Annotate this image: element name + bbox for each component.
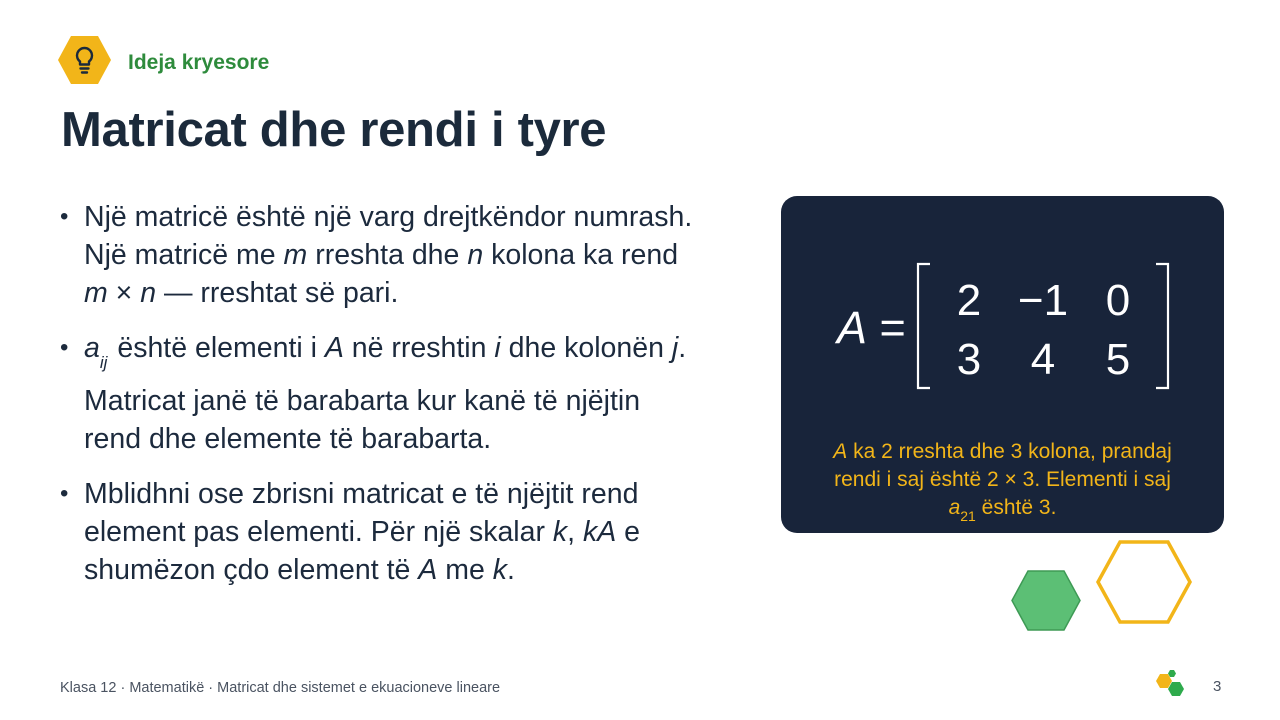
var-k: k	[492, 554, 507, 586]
var-a: a	[948, 496, 961, 519]
matrix-cell-2-2: 4	[1030, 335, 1056, 384]
page-title: Matricat dhe rendi i tyre	[61, 103, 607, 157]
text: është elementi i	[109, 332, 325, 364]
var-m: m	[283, 239, 308, 271]
bullet-line	[84, 198, 760, 236]
matrix-cell-1-3: 0	[1105, 276, 1131, 325]
text: Një matricë është një varg drejtkëndor numrash.	[84, 201, 693, 233]
bullet-dot: •	[60, 480, 69, 507]
matrix-cell-1-1: 2	[956, 276, 982, 325]
text: Mblidhni ose zbrisni matricat e të njëjtit rend	[84, 478, 639, 510]
bullet-dot: •	[60, 203, 69, 230]
decorative-hexagon-outline	[1096, 540, 1192, 624]
section-eyebrow: Ideja kryesore	[128, 51, 270, 74]
caption-line	[800, 438, 1205, 466]
page-number: 3	[1213, 678, 1222, 695]
matrix-caption	[800, 438, 1205, 530]
bullet-line	[84, 420, 760, 458]
var-n: n	[467, 239, 484, 271]
text: dhe kolonën	[500, 332, 672, 364]
text: rend dhe elemente të barabarta.	[84, 423, 492, 455]
text: element pas elementi. Për një skalar	[84, 516, 553, 548]
bullet-line	[84, 236, 760, 274]
var-A: A	[833, 440, 848, 463]
bullet-dot: •	[60, 334, 69, 361]
bullet-line	[84, 551, 760, 589]
var-j: j	[671, 332, 679, 364]
text: .	[506, 554, 515, 586]
matrix-lhs	[837, 302, 906, 354]
text: Matricat janë të barabarta kur kanë të njëjtin	[84, 385, 641, 417]
bullet-item-1	[60, 198, 760, 312]
bullet-item-3	[60, 475, 760, 589]
var-a: a	[84, 332, 100, 364]
equals-sign: =	[867, 302, 906, 353]
text: shumëzon çdo element të	[84, 554, 419, 586]
var-A: A	[324, 332, 344, 364]
bullet-line	[84, 329, 760, 382]
text: rreshta dhe	[307, 239, 468, 271]
lightbulb-icon	[57, 35, 112, 85]
text: ka 2 rreshta dhe 3 kolona, prandaj	[847, 440, 1172, 463]
brand-logo-icon	[1153, 668, 1189, 700]
subscript: ij	[99, 353, 108, 372]
bullet-line	[84, 274, 760, 312]
text: e	[616, 516, 641, 548]
text: me	[437, 554, 493, 586]
text: është 3.	[975, 496, 1057, 519]
footer-course-label: Klasa 12 · Matematikë · Matricat dhe sistemet e ekuacioneve lineare	[60, 680, 501, 696]
text: Një matricë me	[84, 239, 284, 271]
caption-line	[800, 494, 1205, 530]
matrix-cell-1-2: −1	[1017, 276, 1069, 325]
text: në rreshtin	[343, 332, 495, 364]
matrix-cell-2-1: 3	[956, 335, 982, 384]
var-kA: kA	[583, 516, 617, 548]
var-A: A	[837, 302, 868, 353]
bullet-line	[84, 475, 760, 513]
bullet-line	[84, 513, 760, 551]
text: rendi i saj është 2 × 3. Elementi i saj	[834, 468, 1171, 491]
text: kolona ka rend	[483, 239, 679, 271]
text: ×	[107, 277, 141, 309]
var-i: i	[494, 332, 501, 364]
decorative-hexagon-green	[1011, 570, 1081, 631]
var-n: n	[140, 277, 157, 309]
text: ,	[567, 516, 583, 548]
subscript: 21	[960, 508, 976, 524]
var-m: m	[84, 277, 108, 309]
text: — rreshtat së pari.	[156, 277, 399, 309]
caption-line	[800, 466, 1205, 494]
matrix-cell-2-3: 5	[1105, 335, 1131, 384]
var-k: k	[552, 516, 568, 548]
bullet-line	[84, 382, 760, 420]
var-A: A	[418, 554, 438, 586]
text: .	[678, 332, 687, 364]
bullet-list	[60, 198, 760, 606]
bullet-item-2	[60, 329, 760, 458]
